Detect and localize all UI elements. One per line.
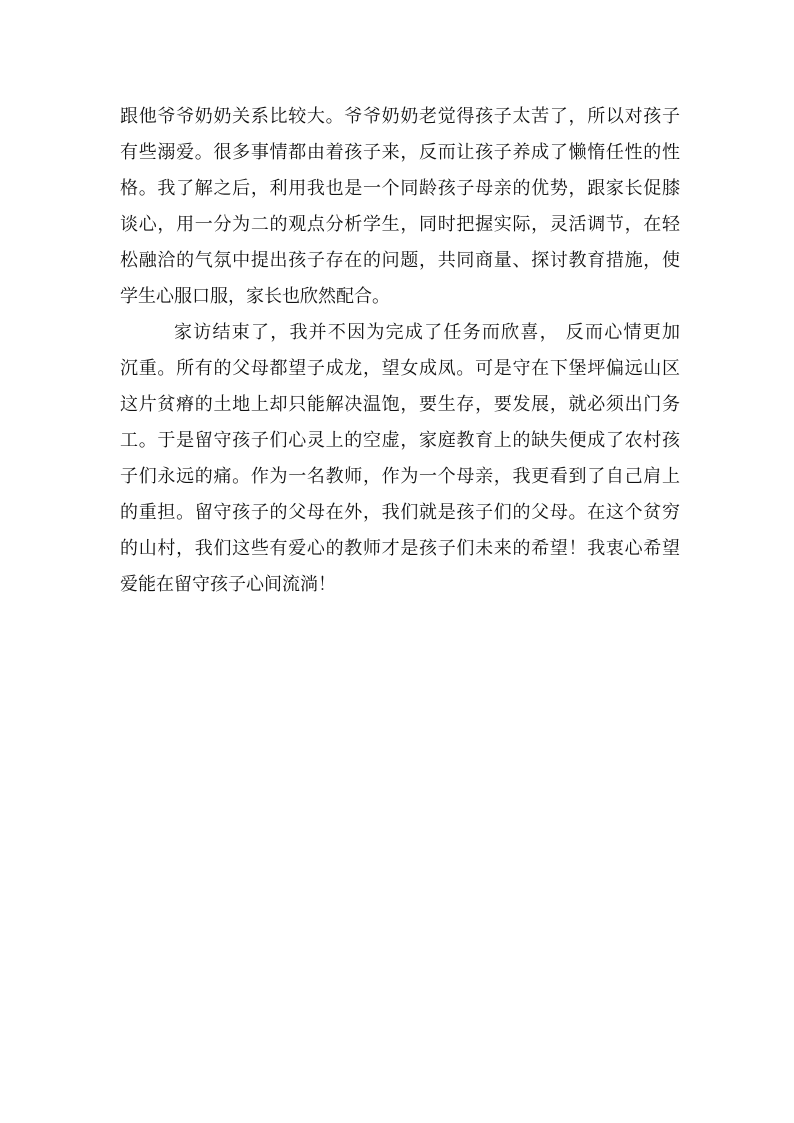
text-line: 工。于是留守孩子们心灵上的空虚，家庭教育上的缺失便成了农村孩 — [120, 430, 680, 451]
text-line: 的山村，我们这些有爱心的教师才是孩子们未来的希望！我衷心希望 — [120, 538, 680, 559]
text-line: 这片贫瘠的土地上却只能解决温饱，要生存，要发展，就必须出门务 — [120, 394, 680, 415]
text-line: 爱能在留守孩子心间流淌！ — [120, 574, 336, 595]
text-line: 家访结束了，我并不因为完成了任务而欣喜， 反而心情更加 — [174, 322, 680, 343]
text-line: 跟他爷爷奶奶关系比较大。爷爷奶奶老觉得孩子太苦了，所以对孩子 — [120, 106, 680, 127]
text-line: 沉重。所有的父母都望子成龙，望女成凤。可是守在下堡坪偏远山区 — [120, 358, 680, 379]
text-line: 谈心，用一分为二的观点分析学生，同时把握实际，灵活调节，在轻 — [120, 214, 680, 235]
paragraph-2 — [120, 315, 680, 603]
text-line: 松融洽的气氛中提出孩子存在的问题，共同商量、探讨教育措施，使 — [120, 250, 680, 271]
document-body — [120, 99, 680, 603]
paragraph-1 — [120, 99, 680, 315]
text-line: 格。我了解之后，利用我也是一个同龄孩子母亲的优势，跟家长促膝 — [120, 178, 680, 199]
text-line: 子们永远的痛。作为一名教师，作为一个母亲，我更看到了自己肩上 — [120, 466, 680, 487]
text-line: 有些溺爱。很多事情都由着孩子来，反而让孩子养成了懒惰任性的性 — [120, 142, 680, 163]
text-line: 学生心服口服，家长也欣然配合。 — [120, 286, 390, 307]
text-line: 的重担。留守孩子的父母在外，我们就是孩子们的父母。在这个贫穷 — [120, 502, 680, 523]
